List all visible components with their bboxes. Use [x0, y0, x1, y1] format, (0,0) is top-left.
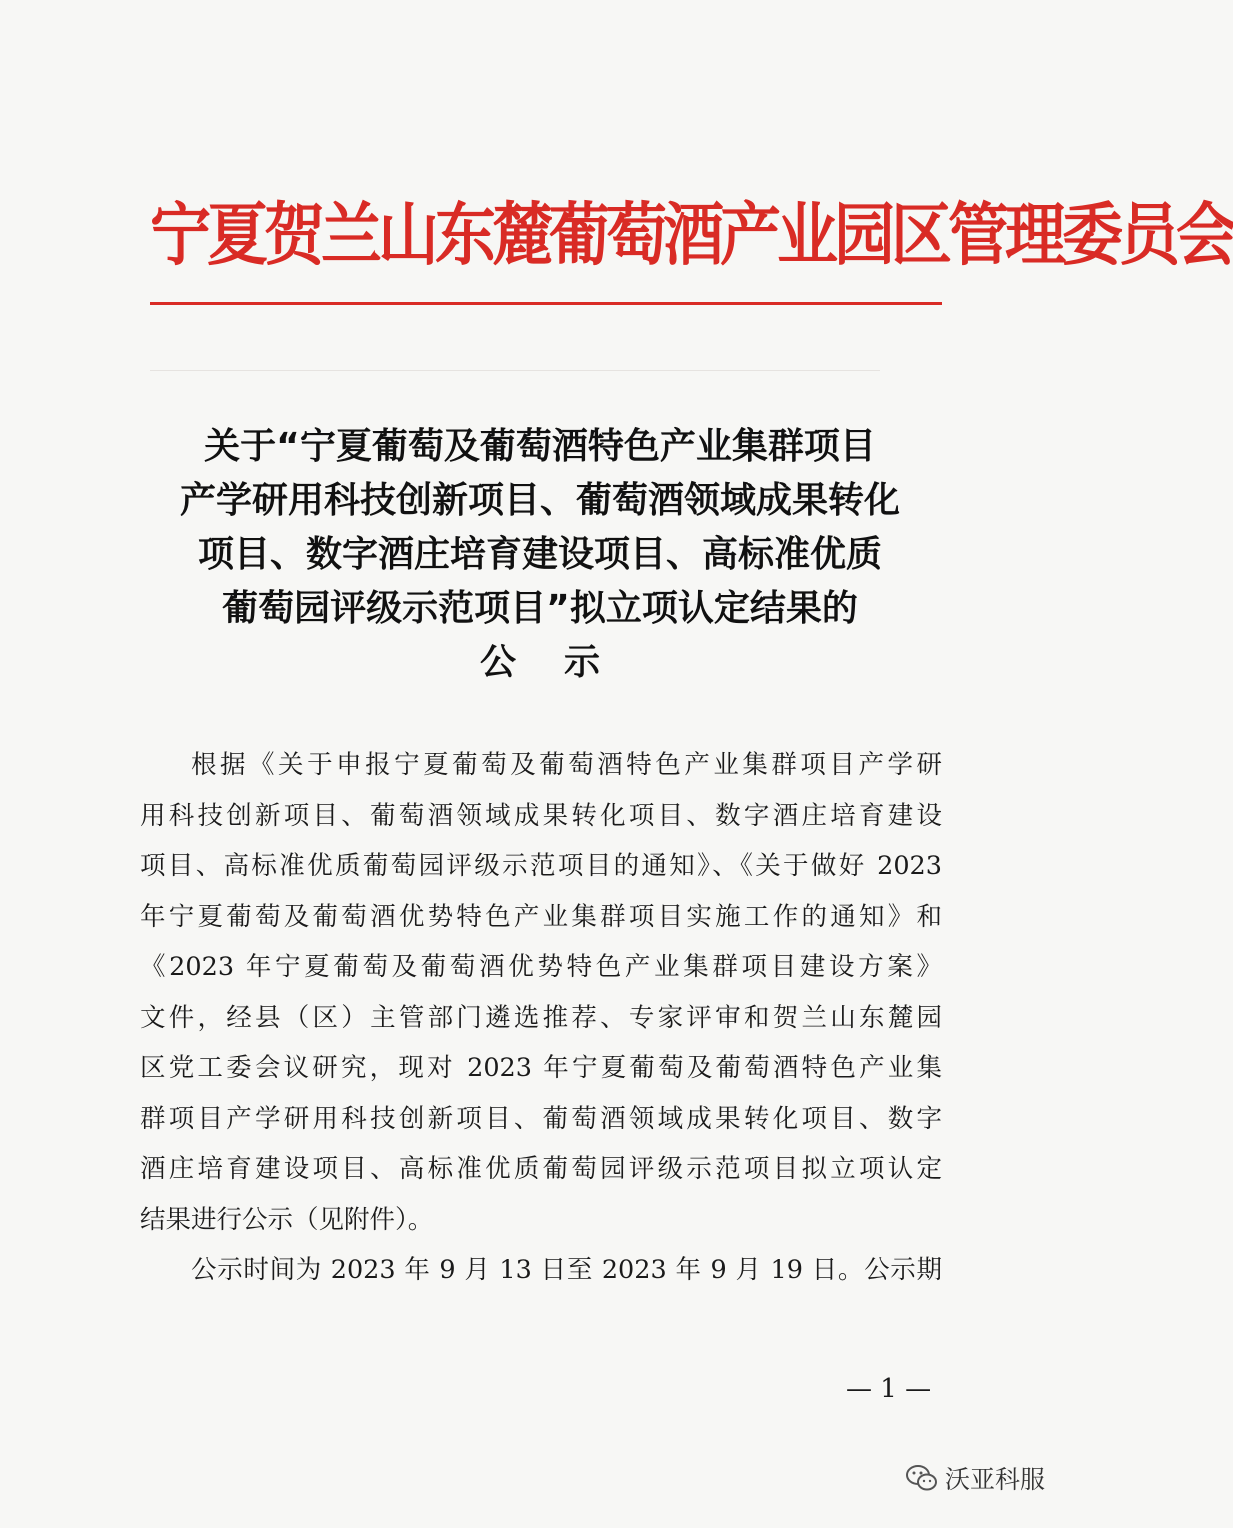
body-line: 群项目产学研用科技创新项目、葡萄酒领域成果转化项目、数字 [140, 1103, 942, 1134]
body-line: 项目、高标准优质葡萄园评级示范项目的通知》、《关于做好 2023 [140, 851, 942, 881]
faint-divider [150, 370, 880, 371]
document-title [120, 420, 960, 690]
body-paragraphs [140, 740, 942, 1296]
body-line: 文件，经县（区）主管部门遴选推荐、专家评审和贺兰山东麓园 [140, 1002, 942, 1033]
title-line: 关于“宁夏葡萄及葡萄酒特色产业集群项目 [204, 426, 876, 467]
title-line: 葡萄园评级示范项目”拟立项认定结果的 [222, 588, 858, 629]
title-line: 公示 [479, 642, 648, 683]
organization-header: 宁夏贺兰山东麓葡萄酒产业园区管理委员会 [150, 195, 1233, 276]
body-line: 年宁夏葡萄及葡萄酒优势特色产业集群项目实施工作的通知》和 [140, 901, 942, 932]
body-line: 酒庄培育建设项目、高标准优质葡萄园评级示范项目拟立项认定 [140, 1154, 942, 1184]
body-line: 结果进行公示（见附件）。 [140, 1204, 434, 1235]
wechat-icon [905, 1463, 939, 1493]
title-line: 项目、数字酒庄培育建设项目、高标准优质 [197, 534, 882, 575]
body-line: 区党工委会议研究，现对 2023 年宁夏葡萄及葡萄酒特色产业集 [140, 1053, 942, 1083]
watermark [905, 1460, 1045, 1496]
body-line: 公示时间为 2023 年 9 月 13 日至 2023 年 9 月 19 日。公示期 [191, 1255, 942, 1285]
title-line: 产学研用科技创新项目、葡萄酒领域成果转化 [179, 480, 900, 521]
body-line: 《2023 年宁夏葡萄及葡萄酒优势特色产业集群项目建设方案》 [140, 952, 942, 982]
watermark-label: 沃亚科服 [945, 1465, 1046, 1494]
header-red-rule [150, 302, 942, 305]
body-line: 根据《关于申报宁夏葡萄及葡萄酒特色产业集群项目产学研 [191, 750, 942, 780]
page-number: — 1 — [846, 1374, 932, 1404]
body-line: 用科技创新项目、葡萄酒领域成果转化项目、数字酒庄培育建设 [140, 800, 942, 831]
